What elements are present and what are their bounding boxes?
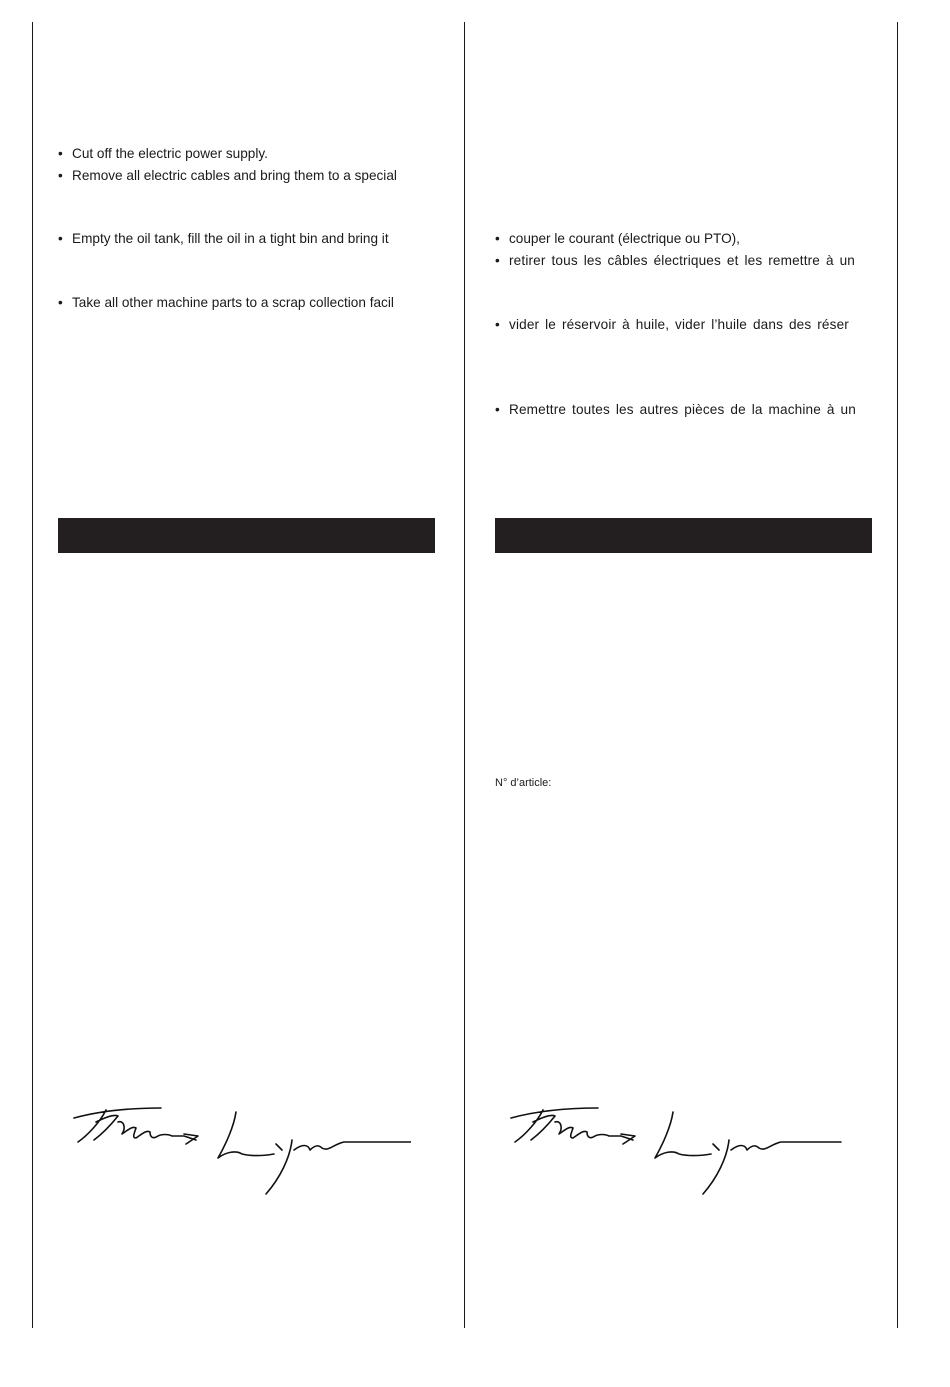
french-column <box>495 0 872 1387</box>
signature-image <box>66 1100 411 1200</box>
bullet-text: Cut off the electric power supply. <box>72 146 268 161</box>
bullet-text: Remove all electric cables and bring them to a special <box>72 168 397 183</box>
bullet-text: vider le réservoir à huile, vider l’huile dans des réser <box>509 317 849 332</box>
right-margin-rule <box>897 22 898 1328</box>
list-item <box>495 316 872 334</box>
list-item <box>495 230 872 248</box>
bullet-text: retirer tous les câbles électriques et les remettre à un <box>509 253 855 268</box>
english-column <box>58 0 435 1387</box>
bullet-glyph: • <box>58 231 63 246</box>
section-header-bar <box>495 518 872 553</box>
list-item <box>58 294 435 312</box>
list-item <box>58 167 435 185</box>
center-column-rule <box>464 22 465 1328</box>
bullet-text: Remettre toutes les autres pièces de la machine à un <box>509 402 856 417</box>
bullet-glyph: • <box>495 402 500 417</box>
list-item <box>495 401 872 419</box>
bullet-glyph: • <box>58 295 63 310</box>
section-header-bar <box>58 518 435 553</box>
list-item <box>58 230 435 248</box>
article-number-label: N° d’article: <box>495 777 552 789</box>
bullet-text: Take all other machine parts to a scrap collection facil <box>72 295 394 310</box>
bullet-text: Empty the oil tank, fill the oil in a tight bin and bring it <box>72 231 389 246</box>
bullet-glyph: • <box>58 146 63 161</box>
bullet-glyph: • <box>58 168 63 183</box>
list-item <box>495 252 872 270</box>
bullet-text: couper le courant (électrique ou PTO), <box>509 231 740 246</box>
signature-image <box>503 1100 848 1200</box>
bullet-glyph: • <box>495 317 500 332</box>
bullet-glyph: • <box>495 231 500 246</box>
list-item <box>58 145 435 163</box>
left-margin-rule <box>32 22 33 1328</box>
bullet-glyph: • <box>495 253 500 268</box>
